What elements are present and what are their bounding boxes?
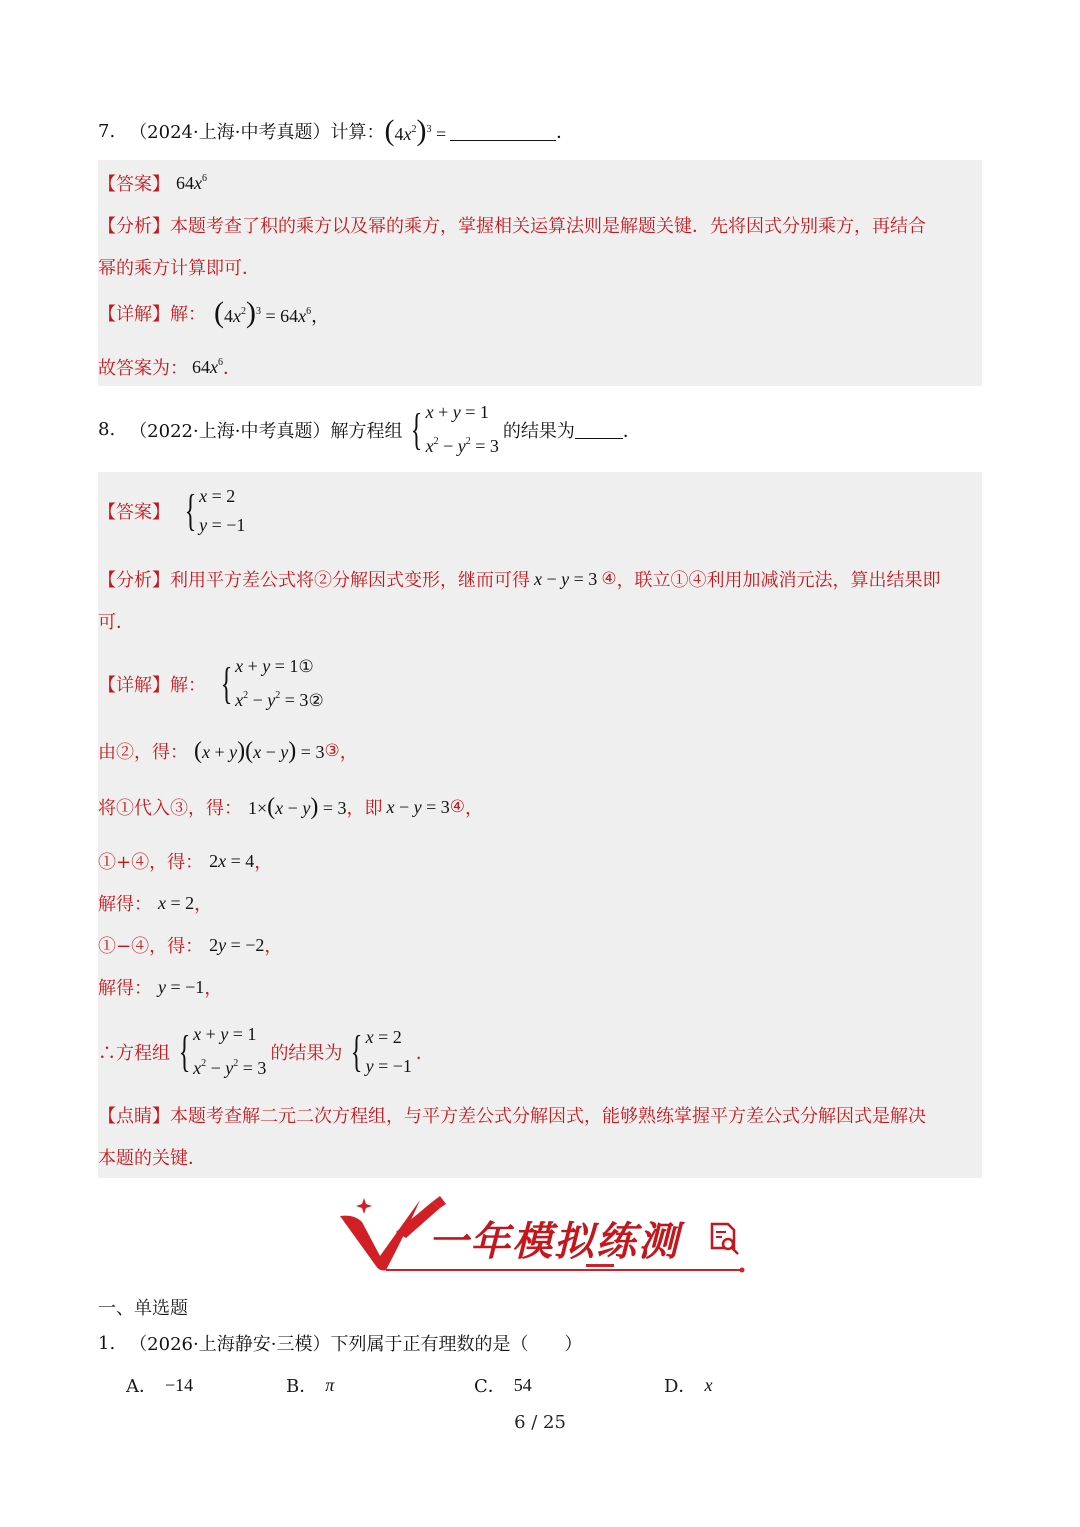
therefore-result: { x = 2 y = −1	[351, 1026, 412, 1076]
step-6: 解得： y = −1 ，	[98, 974, 222, 1000]
question-number: 7.	[98, 120, 116, 142]
option-value: 54	[513, 1374, 532, 1395]
detail-prefix: 解：	[170, 674, 206, 696]
step-formula-2: x − y = 3	[386, 796, 450, 817]
detail-line	[98, 652, 328, 715]
section-banner	[336, 1192, 746, 1276]
detail-tag: 【详解】	[98, 304, 170, 325]
analysis-text-a: 利用平方差公式将②分解因式变形，继而可得	[170, 570, 530, 591]
step-formula: (x + y)(x − y) = 3	[194, 738, 325, 764]
step-3: ①+④，得： 2x = 4 ，	[98, 848, 272, 874]
analysis-line-1	[98, 212, 926, 238]
step-prefix: ①+④，得：	[98, 852, 204, 873]
step-prefix: 解得：	[98, 894, 152, 915]
conclusion-formula: $64x^6$	[192, 356, 223, 377]
conclusion-line	[98, 354, 241, 380]
detail-line	[98, 298, 329, 328]
step-prefix: 解得：	[98, 978, 152, 999]
answer-value: $64x^6$	[176, 172, 207, 193]
option-label: C．	[474, 1376, 506, 1397]
analysis-text: 本题考查了积的乘方以及幂的乘方，掌握相关运算法则是解题关键．先将因式分别乘方，再结合	[170, 216, 926, 237]
solution-box-8	[98, 472, 982, 1178]
question-number: 1.	[98, 1332, 116, 1354]
step-formula: 2x = 4	[209, 850, 255, 871]
question-8: 8. （2022·上海·中考真题）解方程组 { x + y = 1 $x^2 - y^2 = 3$ 的结果为 ．	[98, 398, 641, 461]
comment-line-2: 本题的关键．	[98, 1148, 206, 1169]
step-formula: y = −1	[158, 976, 205, 997]
analysis-text-b: ，联立①④利用加减消元法，算出结果即	[616, 570, 941, 591]
comment-line-1	[98, 1102, 926, 1128]
question-1	[98, 1330, 582, 1356]
step-4: 解得： x = 2 ，	[98, 890, 212, 916]
therefore-system: { x + y = 1 $x^2 - y^2 = 3$	[178, 1024, 267, 1078]
option-value: −14	[165, 1374, 194, 1395]
step-prefix: ①−④，得：	[98, 936, 204, 957]
banner-title: 一年模拟练测	[428, 1219, 680, 1265]
step-5: ①−④，得： 2y = −2 ，	[98, 932, 282, 958]
step-mid: ，即	[346, 798, 383, 819]
conclusion-suffix: ．	[223, 358, 241, 379]
detail-tag: 【详解】	[98, 674, 170, 696]
section-heading: 一、单选题	[98, 1298, 188, 1319]
step-formula: 2y = −2	[209, 934, 265, 955]
option-value: π	[325, 1374, 335, 1395]
option-a[interactable]	[126, 1372, 193, 1398]
step-prefix: 将①代入③，得：	[98, 798, 242, 819]
comment-text: 本题考查解二元二次方程组，与平方差公式分解因式，能够熟练掌握平方差公式分解因式是解决	[170, 1106, 926, 1127]
question-source: （2022·上海·中考真题）解方程组	[129, 420, 403, 442]
answer-tag: 【答案】	[98, 174, 170, 195]
step-formula: 1×(x − y) = 3	[248, 794, 347, 820]
page-number: 6 / 25	[514, 1412, 566, 1433]
option-label: B．	[286, 1376, 318, 1397]
question-7: 7. （2024·上海·中考真题）计算： $(4x^2)^3$ = ．	[98, 114, 575, 147]
detail-formula: $(4x^2)^3 = 64x^6$，	[214, 296, 330, 329]
analysis-tag: 【分析】	[98, 570, 170, 591]
answer-blank	[575, 420, 623, 439]
conclusion-prefix: 故答案为：	[98, 358, 188, 379]
option-c[interactable]	[474, 1372, 532, 1398]
comment-tag: 【点睛】	[98, 1106, 170, 1127]
answer-line	[98, 482, 249, 540]
document-search-icon	[708, 1222, 742, 1256]
question-formula: $(4x^2)^3$ =	[384, 114, 447, 147]
step-prefix: 由②，得：	[98, 742, 188, 763]
detail-system: { x + y = 1① $x^2 - y^2$ = 3②	[220, 656, 324, 710]
question-suffix: 的结果为	[502, 420, 575, 442]
equation-system: { x + y = 1 $x^2 - y^2 = 3$	[411, 402, 499, 456]
therefore-mid: 的结果为	[270, 1042, 343, 1064]
answer-blank	[450, 122, 556, 141]
answer-line	[98, 170, 207, 196]
therefore-prefix: ∴方程组	[98, 1042, 170, 1064]
option-d[interactable]	[664, 1372, 712, 1398]
analysis-line-2: 可．	[98, 612, 134, 633]
analysis-tag: 【分析】	[98, 216, 170, 237]
option-b[interactable]	[286, 1372, 334, 1398]
answer-tag: 【答案】	[98, 502, 170, 523]
therefore-line: ∴方程组 { x + y = 1 $x^2 - y^2 = 3$ 的结果为 { x = 2 y = −1 ．	[98, 1020, 434, 1083]
detail-prefix: 解：	[170, 304, 206, 325]
option-label: D．	[664, 1376, 697, 1397]
answer-system: { x = 2 y = −1	[184, 486, 246, 535]
question-source: （2024·上海·中考真题）计算：	[129, 122, 385, 143]
analysis-formula: x − y = 3	[534, 568, 598, 589]
step-formula: x = 2	[158, 892, 195, 913]
analysis-line-1: 【分析】 利用平方差公式将②分解因式变形，继而可得 x − y = 3 ④ ，联立①④利用加减消元法，算出结果即	[98, 566, 941, 592]
solution-box-7	[98, 160, 982, 386]
analysis-line-2: 幂的乘方计算即可．	[98, 258, 260, 279]
question-source: （2026·上海静安·三模）下列属于正有理数的是（ ）	[129, 1334, 583, 1355]
option-label: A．	[126, 1376, 157, 1397]
option-value: x	[704, 1374, 713, 1395]
question-number: 8.	[98, 419, 116, 440]
step-2: 将①代入③，得： 1×(x − y) = 3 ，即 x − y = 3 ④ ，	[98, 794, 484, 820]
step-1: 由②，得： (x + y)(x − y) = 3 ③ ，	[98, 738, 358, 764]
